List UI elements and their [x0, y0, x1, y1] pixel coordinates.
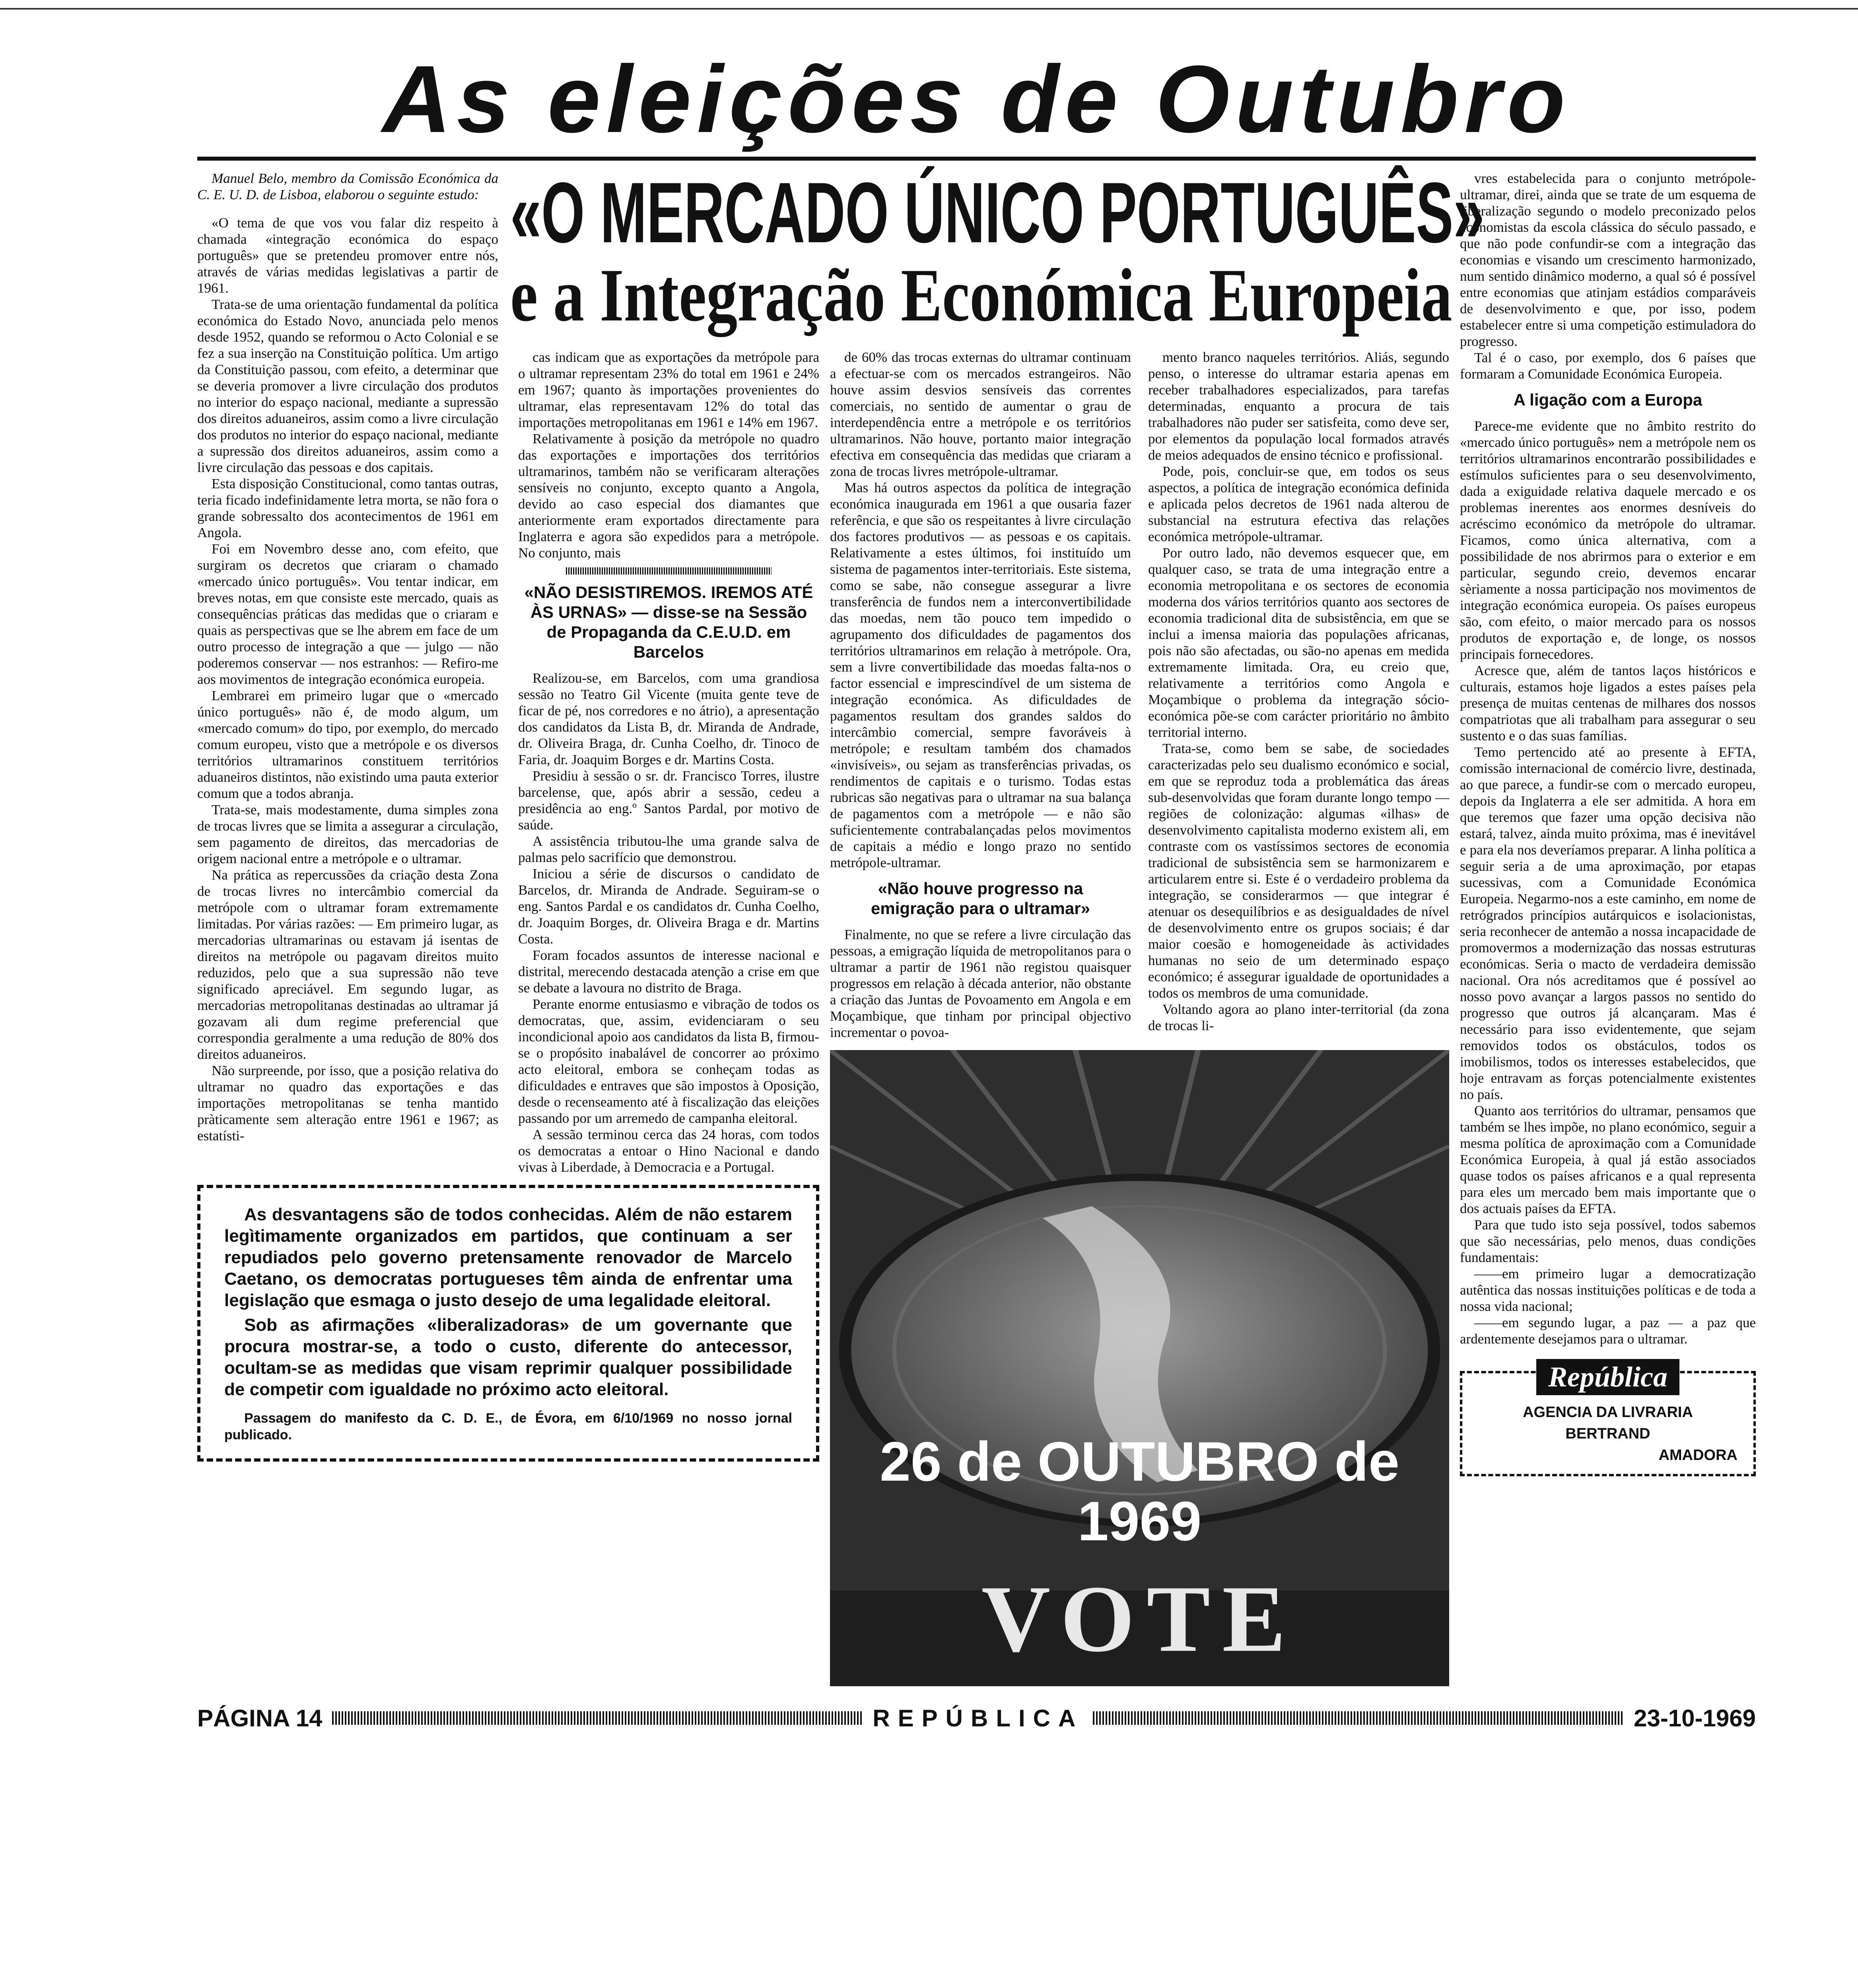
center-region: [830, 170, 1449, 1686]
article-paragraph: A assistência tributou-lhe uma grande salva de palmas pelo sacrifício que demonstrou.: [518, 833, 819, 865]
headline-sub: [510, 254, 1452, 337]
ad-line: AMADORA: [1658, 1447, 1738, 1464]
article-paragraph: ——em primeiro lugar a democratização autêntica das nossas instituições políticas e de toda a nossa vida nacional;: [1460, 1266, 1756, 1314]
poster-date-block: [830, 1432, 1449, 1551]
subheading: A ligação com a Europa: [1513, 390, 1703, 409]
article-column-2: [518, 349, 819, 1175]
subheading: «Não houve progresso na emigração para o ultramar»: [871, 879, 1090, 918]
box-caption: Passagem do manifesto da C. D. E., de Évora, em 6/10/1969 no nosso jornal publicado.: [224, 1411, 792, 1442]
newspaper-page: [0, 45, 1858, 1750]
article-column-5: [1460, 170, 1756, 1347]
box-paragraph: As desvantagens são de todos conhecidas. Além de não estarem legìtimamente organizados em partidos, que continuam a ser repudiados pelo governo pretensamente renovador de Marcelo Caetano, os democratas portugueses têm ainda de enfrentar uma legislação que esmaga o justo desejo de uma legalidade eleitoral.: [224, 1205, 792, 1310]
republica-ad: [1460, 1361, 1756, 1476]
headline-line-2: e a Integração Económica Europeia: [510, 254, 1452, 337]
article-paragraph: mento branco naqueles territórios. Aliás, segundo penso, o interesse do ultramar estaria apenas em receber trabalhadores especializados, para tarefas determinadas, enquanto a procura de tais trabalhadores não puder ser satisfeita, como deve ser, por elementos da população local formados através de meios adequados de ensino técnico e profissional.: [1148, 349, 1449, 463]
issue-date: 23-10-1969: [1634, 1705, 1756, 1732]
poster-vote: VOTE: [981, 1566, 1298, 1672]
article-paragraph: Esta disposição Constitucional, como tantas outras, teria ficado indefinidamente letra morta, se não fora o grande sobressalto dos acontecimentos de 1961 em Angola.: [197, 476, 498, 540]
article-column-3: [830, 349, 1131, 1041]
left-region: [197, 170, 819, 1686]
article-intro: Manuel Belo, membro da Comissão Económica da C. E. U. D. de Lisboa, elaborou o seguinte estudo:: [197, 171, 498, 202]
article-area: [197, 165, 1756, 1686]
article-paragraph: Trata-se, como bem se sabe, de sociedades caracterizadas pelo seu dualismo económico e social, em que se reproduz toda a problemática das áreas sub-desenvolvidas que foram durante longo tempo — regiões de colonização: algumas «ilhas» de desenvolvimento capitalista moderno existem ali, em contraste com os vastíssimos sectores de economia tradicional de subsistência sem se harmonizarem e articularem entre si. Este é o verdadeiro problema da integração, se considerarmos — que integrar é atenuar os desequilíbrios e as desigualdades de nível de desenvolvimento entre os grupos sociais; é dar maior coesão e homogeneidade às actividades humanas no seio de um determinado espaço económico; é assegurar igualdade de oportunidades a todos os membros de uma comunidade.: [1148, 741, 1449, 1001]
article-paragraph: Trata-se de uma orientação fundamental da política económica do Estado Novo, anunciada pelo menos desde 1952, quando se reformou o Acto Colonial e se fez a sua inserção na Constituição política. Um artigo da Constituição passou, com efeito, a determinar que se deveria promover a livre circulação dos produtos no interior do espaço nacional, mediante a supressão dos direitos aduaneiros, assim como a livre circulação dos produtos no interior do espaço nacional, mediante a supressão dos direitos aduaneiros, assim como a livre circulação das pessoas e dos capitais.: [197, 297, 498, 475]
right-region: [1460, 170, 1756, 1686]
headline-main: [510, 165, 1485, 261]
article-paragraph: Foram focados assuntos de interesse nacional e distrital, merecendo destacada atenção a crise em que se debate a lavoura no distrito de Braga.: [518, 947, 819, 996]
article-paragraph: Na prática as repercussões da criação desta Zona de trocas livres no intercâmbio comercial da metrópole com o ultramar foram extremamente limitadas. Por várias razões: — Em primeiro lugar, as mercadorias ultramarinas ou estavam já isentas de direitos na metrópole ou pagavam direitos muito reduzidos, pelo que a sua supressão não teve significado apreciável. Em segundo lugar, as mercadorias metropolitanas destinadas ao ultramar já gozavam ali dum regime preferencial que correspondia geralmente a uma redução de 80% dos direitos aduaneiros.: [197, 867, 498, 1062]
page-number: PÁGINA 14: [197, 1705, 323, 1732]
article-paragraph: Pode, pois, concluir-se que, em todos os seus aspectos, a política de integração económica definida e aplicada pelos decretos de 1961 nada alterou de substancial na estrutura efectiva das relações económica metrópole-ultramar.: [1148, 464, 1449, 544]
separator-rule: [566, 567, 772, 575]
article-paragraph: Parece-me evidente que no âmbito restrito do «mercado único português» nem a metrópole nem os territórios ultramarinos encontrarão possibilidades e estímulos suficientes para o seu desenvolvimento, dada a exiguidade relativa daquele mercado e os problemas inerentes aos enormes desníveis do acréscimo económico da metrópole do ultramar. Ficamos, como única alternativa, com a possibilidade de nos abrirmos para o exterior e em particular, segundo creio, devemos encarar sèriamente a nossa participação nos movimentos de integração económica europeia. Os países europeus são, com efeito, o maior mercado para os nossos produtos de exportação e, de longe, os nossos principais fornecedores.: [1460, 418, 1756, 662]
article-paragraph: cas indicam que as exportações da metrópole para o ultramar representam 23% do total em 1961 e 24% em 1967; quanto às importações provenientes do ultramar, elas representavam 12% do total das importações metropolitanas em 1961 e 14% em 1967.: [518, 349, 819, 430]
article-paragraph: Foi em Novembro desse ano, com efeito, que surgiram os decretos que criaram o chamado «mercado único português». Vou tentar indicar, em breves notas, em que consiste este mercado, quais as consequências práticas das medidas que o criaram e quais as perspectivas que se lhe abrem em face de um outro processo de integração a que — julgo — não poderemos conservar — nos estranhos: — Refiro-me aos movimentos de integração económica europeia.: [197, 541, 498, 687]
article-paragraph: Finalmente, no que se refere a livre circulação das pessoas, a emigração líquida de metropolitanos para o ultramar a partir de 1961 não registou quaisquer progressos em relação à década anterior, não obstante a criação das Juntas de Povoamento em Angola e em Moçambique, que tinham por principal objectivo incrementar o povoa-: [830, 927, 1131, 1040]
vote-poster-image: [830, 1050, 1449, 1686]
top-rule: [0, 8, 1858, 10]
article-paragraph: Acresce que, além de tantos laços históricos e culturais, estamos hoje ligados a estes países pela presença de muitas centenas de milhares dos nossos compatriotas que ali trabalham para assegurar o seu sustento e o das suas famílias.: [1460, 663, 1756, 744]
poster-date: 26 de OUTUBRO de: [880, 1430, 1399, 1493]
box-paragraph: Sob as afirmações «liberalizadoras» de um governante que procura mostrar-se, a todo o custo, diferente do antecessor, ocultam-se as medidas que visam reprimir qualquer possibilidade de competir com igualdade no próximo acto eleitoral.: [224, 1315, 792, 1399]
article-column-4: [1148, 349, 1449, 1041]
masthead-rule: [197, 157, 1756, 161]
newspaper-name: REPÚBLICA: [873, 1705, 1084, 1732]
footer-rule: [1093, 1711, 1624, 1725]
article-paragraph: Quanto aos territórios do ultramar, pensamos que também se lhes impõe, no plano económico, seguir a mesma política de aproximação com a Comunidade Económica Europeia, à qual já estão associados quase todos os países africanos e a qual representa para eles um mercado bem mais importante que o dos actuais países da EFTA.: [1460, 1103, 1756, 1216]
ad-brand: República: [1536, 1359, 1679, 1395]
ad-line: AGENCIA DA LIVRARIA: [1523, 1404, 1693, 1421]
article-paragraph: Presidiu à sessão o sr. dr. Francisco Torres, ilustre barcelense, que, após abrir a sessão, cedeu a presidência ao eng.º Santos Pardal, por motivo de saúde.: [518, 768, 819, 833]
footer-rule: [332, 1711, 863, 1725]
headline-line-1: «O MERCADO ÚNICO PORTUGUÊS»: [510, 165, 1485, 261]
article-paragraph: vres estabelecida para o conjunto metrópole-ultramar, direi, ainda que se trate de um esquema de liberalização segundo o modelo preconizado pelos economistas da escola clássica do século passado, e que não pode confundir-se com a integração das economias e visando um crescimento harmonizado, num sentido dinâmico moderno, a qual só é possível entre economias que atinjam estádios comparáveis de desenvolvimento e que, por isso, podem estabelecer entre si uma competição estimuladora do progresso.: [1460, 171, 1756, 349]
article-paragraph: Realizou-se, em Barcelos, com uma grandiosa sessão no Teatro Gil Vicente (muita gente teve de ficar de pé, nos corredores e no átrio), a apresentação dos candidatos da Lista B, dr. Miranda de Andrade, dr. Oliveira Braga, dr. Cunha Coelho, dr. Tinoco de Faria, dr. Joaquim Borges e dr. Martins Costa.: [518, 670, 819, 767]
article-paragraph: Voltando agora ao plano inter-territorial (da zona de trocas li-: [1148, 1002, 1449, 1033]
poster-year: 1969: [1077, 1490, 1202, 1552]
article-paragraph: Mas há outros aspectos da política de integração económica inaugurada em 1961 a que ousaria fazer referência, e que são os respeitantes à livre circulação dos factores produtivos — as pessoas e os capitais. Relativamente a estes últimos, foi instituído um sistema de pagamentos inter-territoriais. Este sistema, como se sabe, não consegue assegurar a livre transferência de fundos nem a interconvertibilidade das moedas, nem tão pouco tem impedido o agrupamento dos dificuldades de pagamentos dos territórios ultramarinos em relação à metrópole. Ora, sem a livre convertibilidade das moedas falta-nos o factor essencial e imprescindível de um sistema de integração económica. As dificuldades de pagamentos resultam dos grandes saldos do intercâmbio comercial, sempre favoráveis à metrópole; e resultam também dos chamados «invisíveis», ou sejam as transferências privadas, os rendimentos de capitais e o turismo. Todas estas rubricas são negativas para o ultramar na sua balança de pagamentos com a metrópole — e não são suficientemente contrabalançadas pelos movimentos de capitais a médio e longo prazo no sentido metrópole-ultramar.: [830, 480, 1131, 870]
article-paragraph: A sessão terminou cerca das 24 horas, com todos os democratas a entoar o Hino Nacional e dando vivas à Liberdade, à Democracia e a Portugal.: [518, 1127, 819, 1175]
article-paragraph: Perante enorme entusiasmo e vibração de todos os democratas, que, assim, evidenciaram o seu incondicional apoio aos candidatos da lista B, firmou-se o propósito inabalável de concorrer ao próximo acto eleitoral, embora se conheçam todas as dificuldades e entraves que são impostos à Oposição, desde o recenseamento até à fiscalização das eleições passando por um arremedo de campanha eleitoral.: [518, 996, 819, 1126]
article-paragraph: ——em segundo lugar, a paz — a paz que ardentemente desejamos para o ultramar.: [1460, 1315, 1756, 1347]
article-paragraph: Relativamente à posição da metrópole no quadro das exportações e importações dos territórios ultramarinos, também não se verificaram alterações sensíveis no conjunto, excepto quanto a Angola, devido ao caso especial dos diamantes que anteriormente eram exportados directamente para Inglaterra e agora são expedidos para a metrópole. No conjunto, mais: [518, 431, 819, 561]
manifesto-box: [197, 1185, 819, 1462]
article-paragraph: Por outro lado, não devemos esquecer que, em qualquer caso, se trata de uma integração entre a economia metropolitana e os sectores de economia moderna dos vários territórios quanto aos sectores de economia tradicional dita de subsistência, em que se inclui a imensa maioria das populações africanas, pois não são afectadas, ou são-no apenas em medida extremamente limitada. Ora, eu creio que, relativamente a territórios como Angola e Moçambique o problema da integração sócio-económica põe-se com carácter prioritário no âmbito territorial interno.: [1148, 545, 1449, 740]
article-paragraph: Não surpreende, por isso, que a posição relativa do ultramar no quadro das exportações e das importações metropolitanas se tenha mantido pràticamente sem alteração entre 1961 e 1967; as estatísti-: [197, 1063, 498, 1143]
article-paragraph: Trata-se, mais modestamente, duma simples zona de trocas livres que se limita a assegurar a circulação, sem pagamento de direitos, das mercadorias de origem nacional entre a metrópole e o ultramar.: [197, 802, 498, 866]
article-column-1: [197, 170, 498, 1175]
ad-line: BERTRAND: [1565, 1425, 1650, 1442]
article-paragraph: Temo pertencido até ao presente à EFTA, comissão internacional de comércio livre, destinada, ao que parece, a fundir-se com o mercado europeu, depois da Inglaterra a ele ser admitida. A hora em que teremos que fazer uma opção decisiva não estará, talvez, ainda muito próxima, mas é inevitável e para ela nos deveríamos preparar. A linha política a seguir seria a de uma aproximação, por etapas sucessivas, com a Comunidade Económica Europeia. Negarmo-nos a este caminho, em nome de retrógrados princípios autárquicos e isolacionistas, seria reconhecer de antemão a nossa incapacidade de promovermos a modernização das nossas estruturas económicas. Seria o macto de verdadeira demissão nacional. Ora nós acreditamos que é possível ao nosso povo avançar a largos passos no sentido do progresso que outros já alcançaram. Mas é necessário para isso evidentemente, que sejam removidos todos os obstáculos, todos os imobilismos, todos os interesses estabelecidos, que hoje entravam as forças potencialmente existentes no país.: [1460, 744, 1756, 1102]
section-masthead: As eleições de Outubro: [382, 46, 1571, 152]
article-paragraph: Para que tudo isto seja possível, todos sabemos que são necessárias, pelo menos, duas condições fundamentais:: [1460, 1217, 1756, 1265]
article-paragraph: «O tema de que vos vou falar diz respeito à chamada «integração económica do espaço português» que se pretendeu promover entre nós, através de várias medidas legislativas a partir de 1961.: [197, 215, 498, 296]
article-paragraph: Iniciou a série de discursos o candidato de Barcelos, dr. Miranda de Andrade. Seguiram-se o eng. Santos Pardal e os candidatos dr. Cunha Coelho, dr. Joaquim Borges, dr. Oliveira Braga e dr. Martins Costa.: [518, 866, 819, 947]
article-paragraph: Tal é o caso, por exemplo, dos 6 países que formaram a Comunidade Económica Europeia.: [1460, 350, 1756, 382]
article-paragraph: Lembrarei em primeiro lugar que o «mercado único português» não é, de modo algum, um «mercado comum» do tipo, por exemplo, do mercado comum europeu, visto que a metrópole e os diversos territórios ultramarinos constituem territórios aduaneiros distintos, não existindo uma pauta exterior comum que a todos abranja.: [197, 688, 498, 801]
subheading: «NÃO DESISTIREMOS. IREMOS ATÉ ÀS URNAS» — disse-se na Sessão de Propaganda da C.E.U.D. em Barcelos: [524, 583, 813, 661]
page-footer: [197, 1702, 1756, 1734]
headline-block: [510, 165, 1485, 337]
article-paragraph: de 60% das trocas externas do ultramar continuam a efectuar-se com os mercados estrangeiros. Não houve assim desvios sensíveis das correntes comerciais, no sentido de aumentar o grau de interdependência entre a metrópole e os territórios ultramarinos. Não houve, portanto maior integração efectiva em consequência das medidas que criaram a zona de trocas livres metrópole-ultramar.: [830, 349, 1131, 479]
